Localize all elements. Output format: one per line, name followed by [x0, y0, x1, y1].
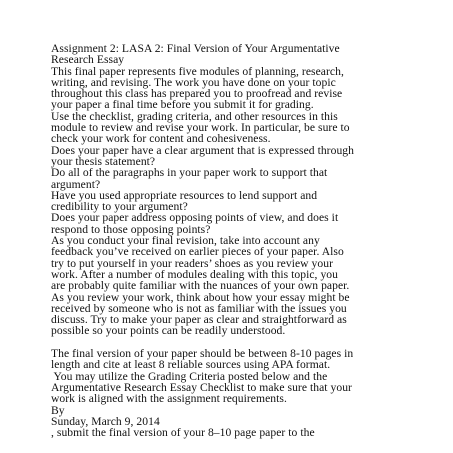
question-line: Do all of the paragraphs in your paper work to support that — [51, 166, 328, 180]
paragraph-line: work. After a number of modules dealing with this topic, you — [51, 267, 338, 281]
question-line: argument? — [51, 177, 101, 191]
paragraph-line: check your work for content and cohesiveness. — [51, 132, 271, 146]
question-line: respond to those opposing points? — [51, 222, 211, 236]
paragraph-line: The final version of your paper should be between 8-10 pages in — [51, 347, 354, 361]
document-text — [51, 43, 451, 438]
document-title-line-2: Research Essay — [51, 53, 125, 67]
paragraph-line: received by someone who is not as familiar with the issues you — [51, 301, 347, 315]
due-label-line: By — [51, 403, 65, 417]
paragraph-line: throughout this class has prepared you to proofread and revise — [51, 87, 343, 101]
question-line: your thesis statement? — [51, 154, 156, 168]
paragraph-line: feedback you’ve received on earlier pieces of your paper. Also — [51, 245, 344, 259]
paragraph-line: module to review and revise your work. In particular, be sure to — [51, 121, 350, 135]
paragraph-line: Use the checklist, grading criteria, and other resources in this — [51, 109, 338, 123]
document-title-line-1: Assignment 2: LASA 2: Final Version of Your Argumentative — [51, 42, 340, 55]
question-line: Have you used appropriate resources to lend support and — [51, 188, 318, 202]
paragraph-line: possible so your points can be readily understood. — [51, 324, 286, 338]
paragraph-line: are probably quite familiar with the nuances of your own paper. — [51, 279, 350, 293]
due-date-line: Sunday, March 9, 2014 — [51, 414, 160, 428]
question-line: Does your paper have a clear argument that is expressed through — [51, 143, 354, 157]
paragraph-line: This final paper represents five modules of planning, research, — [51, 64, 344, 78]
question-line: Does your paper address opposing points of view, and does it — [51, 211, 339, 225]
paragraph-line: length and cite at least 8 reliable sources using APA format. — [51, 358, 331, 372]
question-line: credibility to your argument? — [51, 200, 188, 214]
paragraph-line: writing, and revising. The work you have done on your topic — [51, 75, 336, 89]
paragraph-line: your paper a final time before you submit it for grading. — [51, 98, 314, 112]
paragraph-line: discuss. Try to make your paper as clear and straightforward as — [51, 313, 347, 327]
paragraph-line: You may utilize the Grading Criteria posted below and the — [51, 369, 328, 383]
paragraph-line: work is aligned with the assignment requirements. — [51, 392, 287, 406]
paragraph-line: try to put yourself in your readers’ shoes as you review your — [51, 256, 333, 270]
paragraph-line: As you review your work, think about how your essay might be — [51, 290, 350, 304]
paragraph-line: As you conduct your final revision, take into account any — [51, 234, 320, 248]
paragraph-line: Argumentative Research Essay Checklist to make sure that your — [51, 380, 352, 394]
paragraph-line: , submit the final version of your 8–10 page paper to the — [51, 426, 315, 440]
